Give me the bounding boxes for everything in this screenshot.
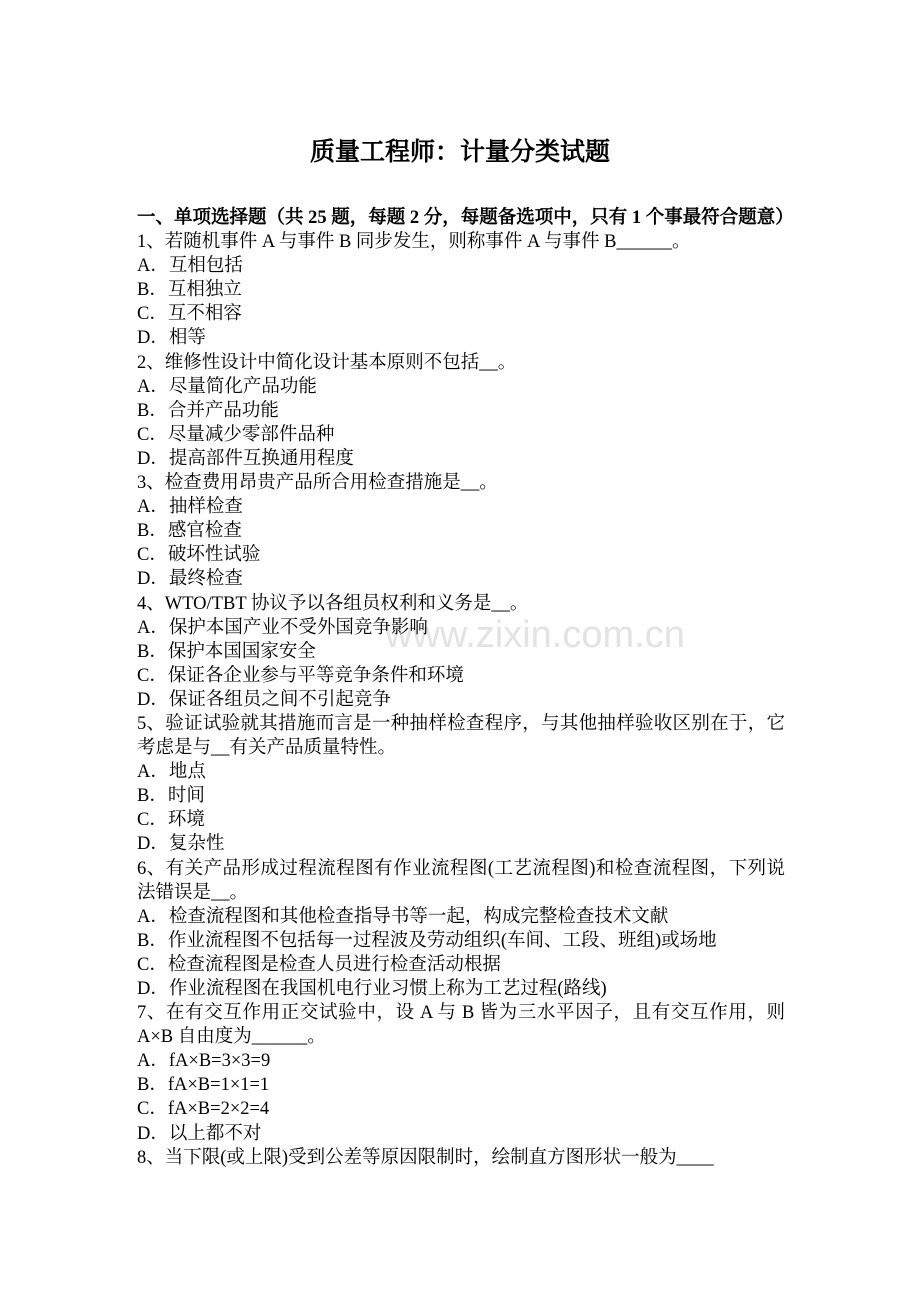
- option-d: D．保证各组员之间不引起竞争: [137, 689, 391, 710]
- question-3: [137, 471, 785, 591]
- option-a: A．fA×B=3×3=9: [137, 1051, 271, 1072]
- question-stem: 2、维修性设计中简化设计基本原则不包括__。: [137, 352, 517, 373]
- question-5: [137, 712, 785, 857]
- option-a: A．抽样检查: [137, 497, 243, 518]
- option-c: C．检查流程图是检查人员进行检查活动根据: [137, 954, 501, 975]
- option-d: D．作业流程图在我国机电行业习惯上称为工艺过程(路线): [137, 979, 607, 999]
- question-stem: 6、有关产品形成过程流程图有作业流程图(工艺流程图)和检查流程图，下列说法错误是__。: [137, 858, 785, 903]
- option-b: B．作业流程图不包括每一过程波及劳动组织(车间、工段、班组)或场地: [137, 930, 717, 951]
- option-d: D．以上都不对: [137, 1123, 262, 1144]
- question-7: [137, 1001, 785, 1146]
- option-d: D．最终检查: [137, 569, 243, 590]
- option-c: C．破坏性试验: [137, 545, 261, 566]
- question-stem: 4、WTO/TBT 协议予以各组员权利和义务是__。: [137, 593, 529, 614]
- question-1: [137, 230, 785, 350]
- question-stem: 8、当下限(或上限)受到公差等原因限制时，绘制直方图形状一般为____: [137, 1147, 714, 1168]
- option-b: B．保护本国国家安全: [137, 641, 316, 662]
- option-a: A．保护本国产业不受外国竞争影响: [137, 617, 428, 638]
- question-8: [137, 1146, 785, 1170]
- section-heading: 一、单项选择题（共 25 题，每题 2 分，每题备选项中，只有 1 个事最符合题意）: [137, 208, 794, 228]
- watermark: www.zixin.com.cn: [385, 614, 685, 656]
- question-2: [137, 351, 785, 471]
- option-c: C．尽量减少零部件品种: [137, 424, 335, 445]
- option-a: A．互相包括: [137, 256, 243, 277]
- option-b: B．互相独立: [137, 280, 242, 301]
- option-b: B．fA×B=1×1=1: [137, 1075, 270, 1096]
- option-c: C．环境: [137, 810, 205, 831]
- option-c: C．保证各企业参与平等竞争条件和环境: [137, 665, 464, 686]
- option-d: D．复杂性: [137, 834, 225, 855]
- option-d: D．提高部件互换通用程度: [137, 448, 354, 469]
- document-title: 质量工程师：计量分类试题: [309, 139, 610, 166]
- option-b: B．时间: [137, 786, 205, 807]
- question-stem: 5、验证试验就其措施而言是一种抽样检查程序，与其他抽样验收区别在于，它考虑是与__有关产品质量特性。: [137, 713, 785, 759]
- option-c: C．互不相容: [137, 304, 242, 325]
- option-b: B．合并产品功能: [137, 400, 279, 421]
- option-a: A．地点: [137, 762, 206, 783]
- question-stem: 3、检查费用昂贵产品所合用检查措施是__。: [137, 473, 498, 494]
- option-a: A．尽量简化产品功能: [137, 376, 317, 397]
- option-c: C．fA×B=2×2=4: [137, 1099, 270, 1120]
- question-stem: 7、在有交互作用正交试验中，设 A 与 B 皆为三水平因子，且有交互作用，则 A×B 自由度为______。: [137, 1003, 785, 1048]
- question-stem: 1、若随机事件 A 与事件 B 同步发生，则称事件 A 与事件 B______。: [137, 232, 691, 253]
- option-b: B．感官检查: [137, 521, 242, 542]
- question-4: [137, 592, 785, 712]
- option-a: A．检查流程图和其他检查指导书等一起，构成完整检查技术文献: [137, 906, 669, 927]
- question-6: [137, 857, 785, 1002]
- option-d: D．相等: [137, 328, 206, 349]
- question-list: [137, 206, 794, 1170]
